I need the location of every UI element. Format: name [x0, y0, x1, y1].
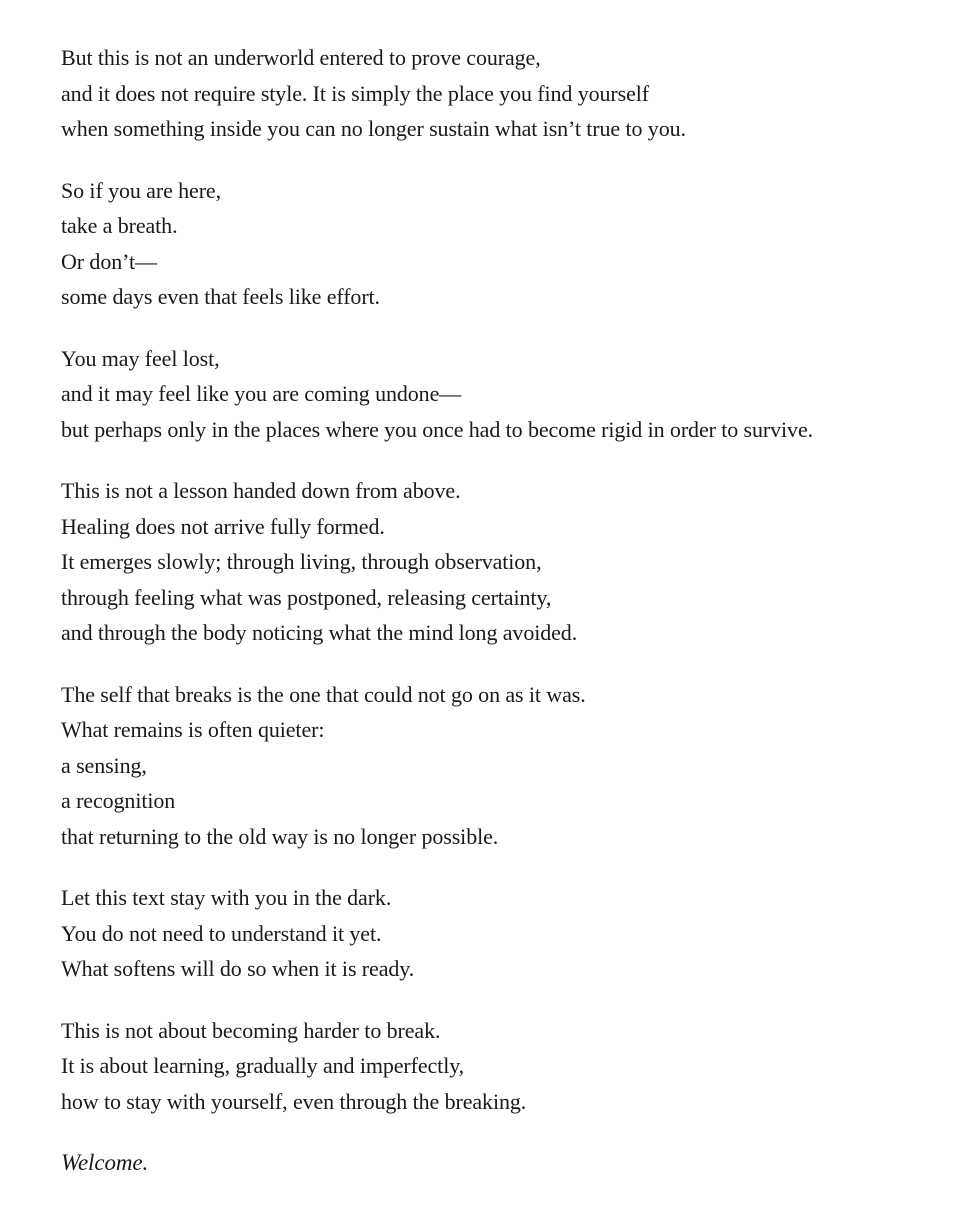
poem-line: You do not need to understand it yet.: [61, 920, 382, 946]
poem-line: You may feel lost,: [61, 345, 220, 371]
stanza-list: [61, 40, 961, 1119]
poem-line: a recognition: [61, 788, 176, 813]
poem-line: but perhaps only in the places where you once had to become rigid in order to survive.: [61, 416, 814, 442]
poem-line: through feeling what was postponed, releasing certainty,: [61, 584, 552, 610]
poem-line: It is about learning, gradually and imperfectly,: [61, 1053, 465, 1078]
poem-line: take a breath.: [61, 213, 178, 238]
poem-line: and through the body noticing what the mind long avoided.: [61, 620, 578, 645]
poem-line: that returning to the old way is no longer possible.: [61, 823, 499, 849]
poem-line: when something inside you can no longer sustain what isn’t true to you.: [61, 116, 686, 141]
stanza: [61, 1013, 961, 1120]
stanza: [61, 880, 961, 987]
poem-line: Let this text stay with you in the dark.: [61, 885, 392, 910]
poem-line: This is not a lesson handed down from above.: [61, 478, 461, 503]
poem-line: how to stay with yourself, even through the breaking.: [61, 1088, 527, 1114]
stanza: [61, 473, 961, 651]
poem-line: some days even that feels like effort.: [61, 284, 380, 309]
poem-line: What remains is often quieter:: [61, 717, 325, 742]
poem-line: and it may feel like you are coming undone—: [61, 381, 462, 406]
poem-body: [61, 40, 961, 1203]
stanza: [61, 173, 961, 315]
poem-line: So if you are here,: [61, 177, 221, 203]
poem-line: a sensing,: [61, 752, 147, 778]
poem-line: It emerges slowly; through living, through observation,: [61, 549, 542, 574]
stanza: [61, 341, 961, 448]
poem-line: Or don’t—: [61, 248, 157, 274]
poem-line: Healing does not arrive fully formed.: [61, 513, 385, 539]
stanza: [61, 677, 961, 855]
poem-line: and it does not require style. It is simply the place you find yourself: [61, 80, 649, 106]
closing-line: Welcome.: [61, 1150, 149, 1175]
poem-line: This is not about becoming harder to break.: [61, 1017, 441, 1043]
poem-line: But this is not an underworld entered to prove courage,: [61, 45, 541, 70]
poem-line: What softens will do so when it is ready.: [61, 956, 415, 981]
stanza: [61, 40, 961, 147]
poem-line: The self that breaks is the one that could not go on as it was.: [61, 681, 586, 707]
